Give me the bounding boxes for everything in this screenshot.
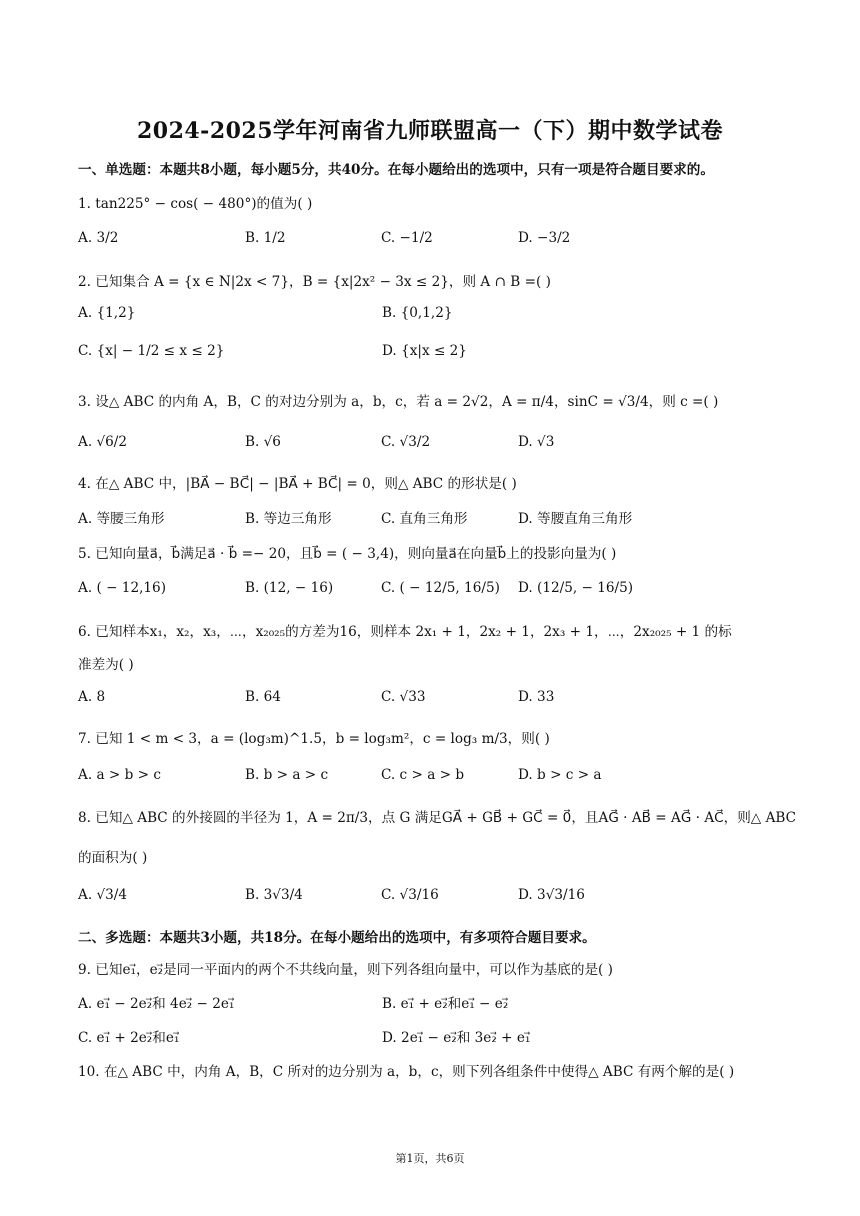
question-7: 7. 已知 1 < m < 3，a = (log₃m)^1.5，b = log₃m²，c = log₃ m/3，则( ) — [78, 731, 550, 747]
question-2: 2. 已知集合 A = {x ∈ N|2x < 7}，B = {x|2x² − 3x ≤ 2}，则 A ∩ B =( ) — [78, 274, 551, 290]
option-a: A. e₁⃗ − 2e₂⃗和 4e₂⃗ − 2e₁⃗ — [78, 996, 235, 1012]
option-b: B. (12, − 16) — [245, 580, 334, 596]
options-q2-row1 — [78, 305, 800, 327]
option-d: D. b > c > a — [518, 767, 602, 783]
option-d: D. 2e₁⃗ − e₂⃗和 3e₂⃗ + e₁⃗ — [382, 1030, 531, 1046]
page-footer: 第1页，共6页 — [395, 1152, 465, 1165]
options-q2-row2 — [78, 343, 800, 365]
option-a: A. √3/4 — [78, 887, 127, 903]
option-c: C. −1/2 — [381, 230, 433, 246]
option-b: B. 1/2 — [245, 230, 286, 246]
options-q4 — [78, 507, 800, 529]
question-8: 8. 已知△ ABC 的外接圆的半径为 1，A = 2π/3，点 G 满足GA⃗ + GB⃗ + GC⃗ = 0⃗，且AG⃗ · AB⃗ = AG⃗ · AC⃗，则△ ABC — [78, 810, 797, 826]
question-6-continued: 准差为( ) — [78, 657, 134, 673]
option-c: C. √3/2 — [381, 434, 431, 450]
options-q1 — [78, 230, 800, 252]
option-d: D. 等腰直角三角形 — [518, 511, 633, 527]
question-4: 4. 在△ ABC 中，|BA⃗ − BC⃗| − |BA⃗ + BC⃗| = 0，则△ ABC 的形状是( ) — [78, 476, 517, 492]
option-c: C. ( − 12/5, 16/5) — [381, 580, 500, 596]
section-single-choice: 一、单选题：本题共8小题，每小题5分，共40分。在每小题给出的选项中，只有一项是符合题目要求的。 — [78, 162, 714, 178]
question-9: 9. 已知e₁⃗，e₂⃗是同一平面内的两个不共线向量，则下列各组向量中，可以作为基底的是( ) — [78, 962, 613, 978]
option-d: D. −3/2 — [518, 230, 571, 246]
option-b: B. 64 — [245, 689, 281, 705]
option-c: C. {x| − 1/2 ≤ x ≤ 2} — [78, 343, 225, 359]
options-q7 — [78, 767, 800, 789]
option-d: D. √3 — [518, 434, 555, 450]
question-10: 10. 在△ ABC 中，内角 A，B，C 所对的边分别为 a，b，c，则下列各组条件中使得△ ABC 有两个解的是( ) — [78, 1064, 735, 1080]
option-b: B. 3√3/4 — [245, 887, 303, 903]
options-q6 — [78, 689, 800, 711]
options-q9-row1 — [78, 992, 800, 1014]
option-a: A. √6/2 — [78, 434, 127, 450]
section-multiple-choice: 二、多选题：本题共3小题，共18分。在每小题给出的选项中，有多项符合题目要求。 — [78, 930, 596, 946]
option-c: C. c > a > b — [381, 767, 465, 783]
option-b: B. b > a > c — [245, 767, 329, 783]
option-c: C. 直角三角形 — [381, 511, 468, 527]
option-a: A. a > b > c — [78, 767, 161, 783]
option-c: C. √3/16 — [381, 887, 439, 903]
options-q9-row2 — [78, 1026, 800, 1048]
option-a: A. 等腰三角形 — [78, 511, 165, 527]
option-a: A. {1,2} — [78, 305, 136, 321]
option-d: D. (12/5, − 16/5) — [518, 580, 634, 596]
option-a: A. 3/2 — [78, 230, 119, 246]
option-a: A. 8 — [78, 689, 106, 705]
question-8-continued: 的面积为( ) — [78, 850, 148, 866]
option-d: D. {x|x ≤ 2} — [382, 343, 467, 359]
question-3: 3. 设△ ABC 的内角 A，B，C 的对边分别为 a，b，c，若 a = 2√2，A = π/4，sinC = √3/4，则 c =( ) — [78, 394, 719, 410]
option-b: B. 等边三角形 — [245, 511, 332, 527]
option-d: D. 33 — [518, 689, 555, 705]
options-q8 — [78, 887, 800, 909]
option-a: A. ( − 12,16) — [78, 580, 167, 596]
page-title: 2024-2025学年河南省九师联盟高一（下）期中数学试卷 — [136, 118, 724, 144]
options-q3 — [78, 434, 800, 456]
option-b: B. e₁⃗ + e₂⃗和e₁⃗ − e₂⃗ — [382, 996, 509, 1012]
question-1: 1. tan225° − cos( − 480°)的值为( ) — [78, 196, 313, 212]
option-c: C. √33 — [381, 689, 426, 705]
question-6: 6. 已知样本x₁，x₂，x₃，⋯，x₂₀₂₅的方差为16，则样本 2x₁ + 1，2x₂ + 1，2x₃ + 1，⋯，2x₂₀₂₅ + 1 的标 — [78, 624, 732, 640]
option-c: C. e₁⃗ + 2e₂⃗和e₁⃗ — [78, 1030, 180, 1046]
question-5: 5. 已知向量a⃗，b⃗满足a⃗ · b⃗ =− 20，且b⃗ = ( − 3,4)，则向量a⃗在向量b⃗上的投影向量为( ) — [78, 546, 617, 562]
option-d: D. 3√3/16 — [518, 887, 585, 903]
options-q5 — [78, 580, 800, 602]
option-b: B. {0,1,2} — [382, 305, 453, 321]
option-b: B. √6 — [245, 434, 281, 450]
